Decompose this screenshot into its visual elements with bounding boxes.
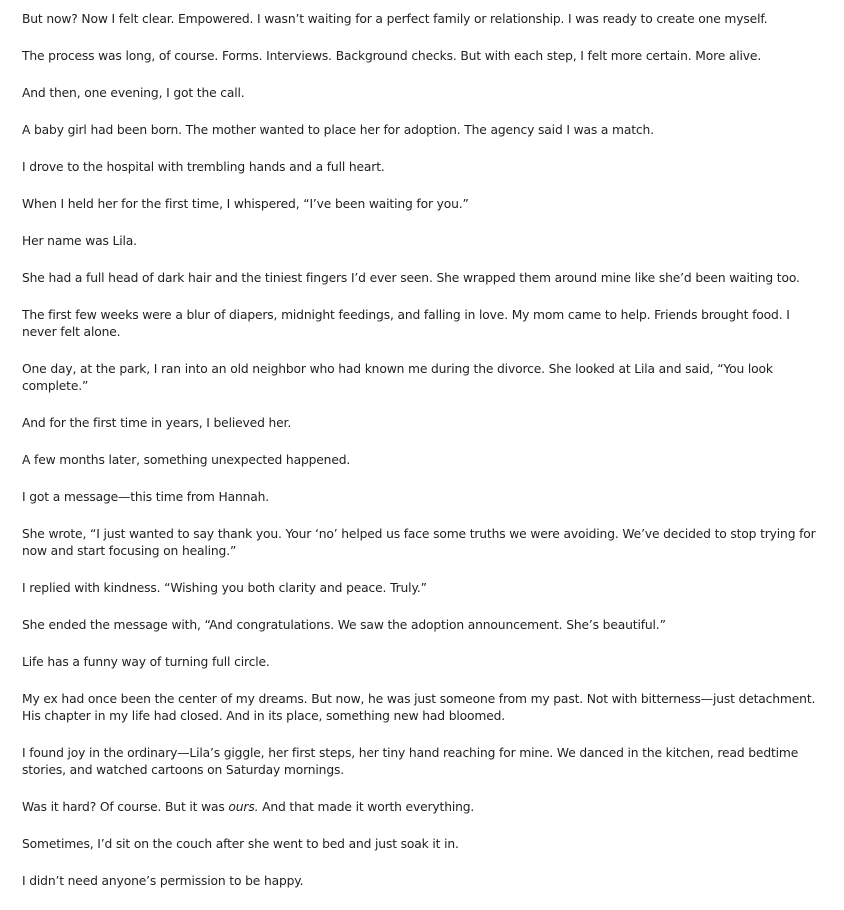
paragraph: The first few weeks were a blur of diapers, midnight feedings, and falling in love. My mom came to help. Friends brought food. I never felt alone. bbox=[22, 308, 790, 339]
paragraph: The process was long, of course. Forms. Interviews. Background checks. But with each step, I felt more certain. More alive. bbox=[22, 49, 762, 63]
paragraph: She wrote, “I just wanted to say thank you. Your ‘no’ helped us face some truths we were avoiding. We’ve decided to stop trying for now and start focusing on healing.” bbox=[22, 527, 816, 558]
paragraph: She ended the message with, “And congratulations. We saw the adoption announcement. She’s beautiful.” bbox=[22, 618, 666, 632]
paragraph: I replied with kindness. “Wishing you both clarity and peace. Truly.” bbox=[22, 581, 427, 595]
emphasized-word: ours. bbox=[228, 800, 259, 814]
paragraph: I got a message—this time from Hannah. bbox=[22, 490, 270, 504]
article-body bbox=[22, 11, 822, 910]
paragraph: Her name was Lila. bbox=[22, 234, 137, 248]
paragraph: And for the first time in years, I believed her. bbox=[22, 416, 292, 430]
paragraph: I drove to the hospital with trembling hands and a full heart. bbox=[22, 160, 385, 174]
paragraph: One day, at the park, I ran into an old neighbor who had known me during the divorce. She looked at Lila and said, “You look complete.” bbox=[22, 362, 773, 393]
paragraph-text: And that made it worth everything. bbox=[258, 800, 475, 814]
paragraph: But now? Now I felt clear. Empowered. I wasn’t waiting for a perfect family or relationship. I was ready to create one myself. bbox=[22, 12, 768, 26]
paragraph: I found joy in the ordinary—Lila’s giggle, her first steps, her tiny hand reaching for mine. We danced in the kitchen, read bedtime stories, and watched cartoons on Saturday mornings. bbox=[22, 746, 799, 777]
paragraph: Sometimes, I’d sit on the couch after she went to bed and just soak it in. bbox=[22, 837, 459, 851]
paragraph-with-emphasis bbox=[22, 799, 822, 816]
paragraph: I didn’t need anyone’s permission to be happy. bbox=[22, 874, 304, 888]
paragraph: When I held her for the first time, I whispered, “I’ve been waiting for you.” bbox=[22, 197, 469, 211]
paragraph: Life has a funny way of turning full circle. bbox=[22, 655, 270, 669]
paragraph: A baby girl had been born. The mother wanted to place her for adoption. The agency said I was a match. bbox=[22, 123, 654, 137]
paragraph: And then, one evening, I got the call. bbox=[22, 86, 245, 100]
paragraph: A few months later, something unexpected happened. bbox=[22, 453, 351, 467]
paragraph-text: Was it hard? Of course. But it was bbox=[22, 800, 229, 814]
paragraph: She had a full head of dark hair and the tiniest fingers I’d ever seen. She wrapped them around mine like she’d been waiting too. bbox=[22, 271, 800, 285]
paragraph: My ex had once been the center of my dreams. But now, he was just someone from my past. Not with bitterness—just detachment. His chapter in my life had closed. And in its place, something new had bloomed. bbox=[22, 692, 816, 723]
